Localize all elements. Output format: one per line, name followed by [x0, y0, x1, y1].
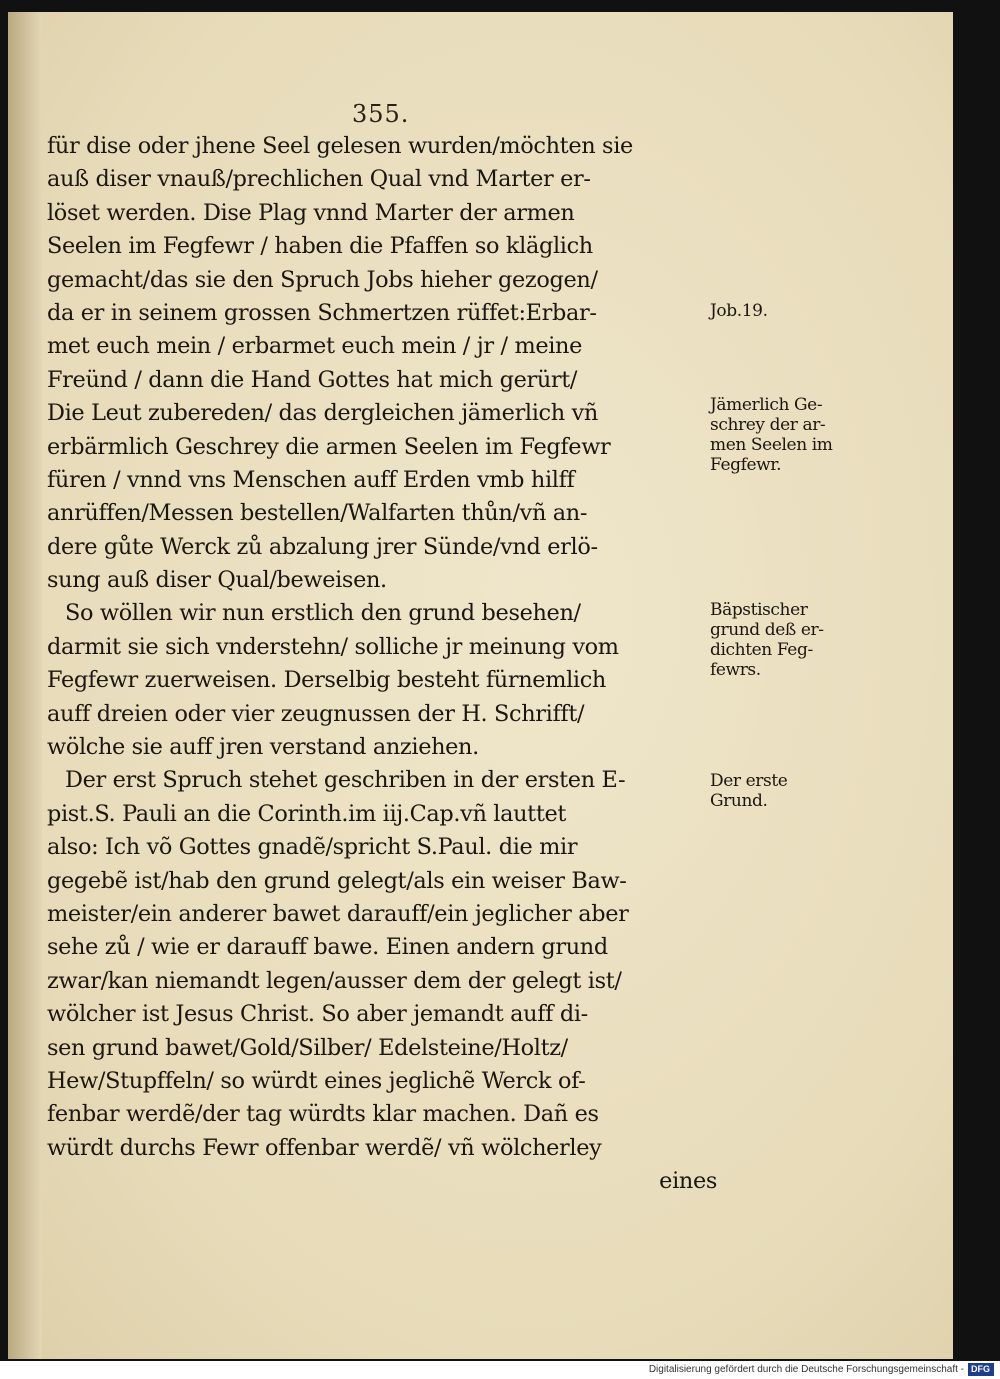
marginal-note: [710, 301, 768, 321]
text-line: sung auß diser Qual/beweisen.: [47, 567, 387, 594]
marginal-note-line: Jämerlich Ge-: [710, 395, 823, 416]
text-line: Fegfewr zuerweisen. Derselbig besteht fürnemlich: [47, 667, 606, 694]
text-line: da er in seinem grossen Schmertzen rüffet:Erbar-: [47, 299, 597, 326]
text-line: So wöllen wir nun erstlich den grund besehen/: [65, 600, 581, 627]
marginal-note-line: Bäpstischer: [710, 599, 808, 620]
marginal-note: [710, 600, 824, 680]
text-line: dere gůte Werck zů abzalung jrer Sünde/vnd erlö-: [47, 533, 598, 560]
text-line: wölcher ist Jesus Christ. So aber jemandt auff di-: [47, 1001, 588, 1028]
text-line: eines: [659, 1168, 717, 1195]
text-line: anrüffen/Messen bestellen/Walfarten thůn/vñ an-: [47, 500, 588, 527]
marginal-note-line: dichten Feg-: [710, 639, 813, 660]
text-line: wölche sie auff jren verstand anziehen.: [47, 734, 479, 761]
marginal-note-line: Fegfewr.: [710, 455, 782, 476]
text-line: zwar/kan niemandt legen/ausser dem der gelegt ist/: [47, 967, 622, 994]
page-number: 355.: [352, 100, 410, 128]
marginal-note: [710, 395, 833, 475]
text-line: meister/ein anderer bawet darauff/ein jeglicher aber: [47, 900, 629, 927]
text-line: auff dreien oder vier zeugnussen der H. Schrifft/: [47, 700, 585, 727]
footer-text: Digitalisierung gefördert durch die Deutsche Forschungsgemeinschaft -: [648, 1364, 964, 1375]
text-line: Freünd / dann die Hand Gottes hat mich gerürt/: [47, 366, 578, 393]
text-line: auß diser vnauß/prechlichen Qual vnd Marter er-: [47, 166, 591, 193]
text-line: gemacht/das sie den Spruch Jobs hieher gezogen/: [47, 266, 598, 293]
text-line: darmit sie sich vnderstehn/ solliche jr meinung vom: [47, 633, 619, 660]
text-line: erbärmlich Geschrey die armen Seelen im Fegfewr: [47, 433, 611, 460]
text-line: Hew/Stupffeln/ so würdt eines jeglichẽ Werck of-: [47, 1067, 586, 1094]
text-line: pist.S. Pauli an die Corinth.im iij.Cap.vñ lauttet: [47, 800, 567, 827]
marginal-note-line: Grund.: [710, 790, 768, 811]
text-line: füren / vnnd vns Menschen auff Erden vmb hilff: [47, 466, 575, 493]
marginal-note: [710, 771, 787, 811]
page-gutter-shadow: [8, 12, 42, 1359]
text-line: also: Ich võ Gottes gnadẽ/spricht S.Paul. die mir: [47, 834, 578, 861]
text-line: Die Leut zubereden/ das dergleichen jämerlich vñ: [47, 400, 598, 427]
marginal-note-line: schrey der ar-: [710, 415, 826, 436]
footer-credit: [0, 1361, 1000, 1379]
marginal-note-line: men Seelen im: [710, 435, 833, 456]
text-line: gegebẽ ist/hab den grund gelegt/als ein weiser Baw-: [47, 867, 627, 894]
text-line: löset werden. Dise Plag vnnd Marter der armen: [47, 199, 575, 226]
text-line: sen grund bawet/Gold/Silber/ Edelsteine/Holtz/: [47, 1034, 568, 1061]
body-text: [47, 130, 717, 1199]
text-line: Seelen im Fegfewr / haben die Pfaffen so kläglich: [47, 233, 593, 260]
text-line: für dise oder jhene Seel gelesen wurden/möchten sie: [47, 133, 633, 159]
marginal-note-line: Der erste: [710, 770, 788, 791]
text-line: sehe zů / wie er darauff bawe. Einen andern grund: [47, 934, 608, 961]
text-line: fenbar werdẽ/der tag würdts klar machen. Dañ es: [47, 1101, 599, 1128]
text-line: Der erst Spruch stehet geschriben in der ersten E-: [65, 767, 626, 794]
text-line: met euch mein / erbarmet euch mein / jr / meine: [47, 333, 583, 360]
marginal-note-line: fewrs.: [710, 659, 761, 680]
marginal-note-line: Job.19.: [710, 301, 768, 321]
dfg-logo: DFG: [968, 1363, 994, 1376]
marginal-note-line: grund deß er-: [710, 619, 824, 640]
text-line: würdt durchs Fewr offenbar werdẽ/ vñ wölcherley: [47, 1134, 602, 1161]
